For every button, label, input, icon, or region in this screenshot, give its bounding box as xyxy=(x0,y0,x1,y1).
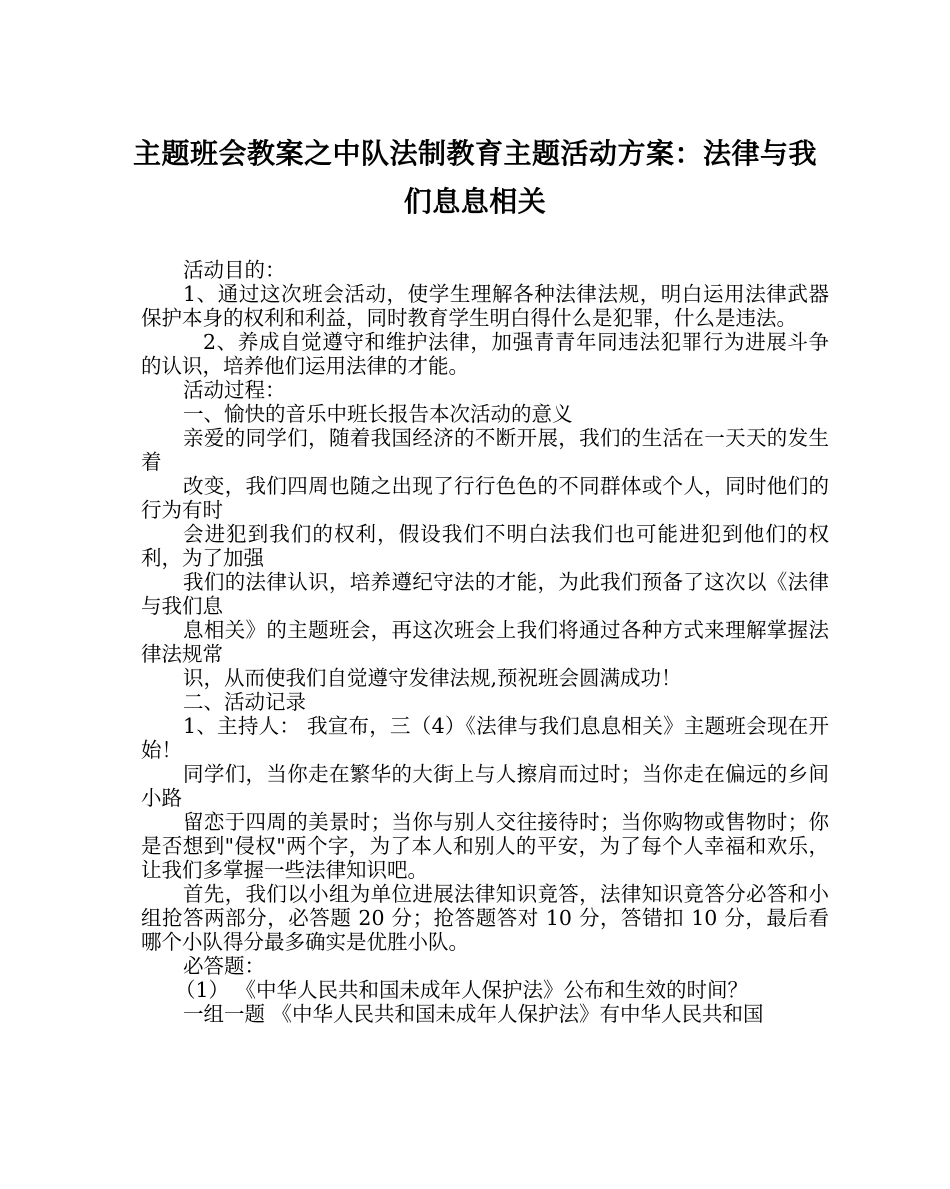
paragraph: 改变，我们四周也随之出现了行行色色的不同群体或个人，同时他们的行为有时 xyxy=(141,474,829,522)
paragraph: 1、通过这次班会活动，使学生理解各种法律法规，明白运用法律武器保护本身的权利和利益，同时教育学生明白得什么是犯罪，什么是违法。 xyxy=(141,282,829,330)
paragraph: 留恋于四周的美景时；当你与别人交往接待时；当你购物或售物时；你是否想到"侵权"两个字，为了本人和别人的平安，为了每个人幸福和欢乐，让我们多掌握一些法律知识吧。 xyxy=(141,810,829,882)
paragraph: 一组一题 《中华人民共和国未成年人保护法》有中华人民共和国 xyxy=(183,1002,764,1026)
paragraph: 息相关》的主题班会，再这次班会上我们将通过各种方式来理解掌握法律法规常 xyxy=(141,618,829,666)
paragraph: 1、主持人： 我宣布，三（4）《法律与我们息息相关》主题班会现在开始！ xyxy=(141,714,829,762)
paragraph: 首先，我们以小组为单位进展法律知识竟答，法律知识竟答分必答和小组抢答两部分，必答题 20 分；抢答题答对 10 分，答错扣 10 分，最后看哪个小队得分最多确实是优胜小队。 xyxy=(141,882,829,954)
document-title: 主题班会教案之中队法制教育主题活动方案：法律与我们息息相关 xyxy=(132,137,817,218)
paragraph: 二、活动记录 xyxy=(183,690,306,714)
paragraph: 会进犯到我们的权利，假设我们不明白法我们也可能进犯到他们的权利，为了加强 xyxy=(141,522,829,570)
paragraph: （1） 《中华人民共和国未成年人保护法》公布和生效的时间？ xyxy=(175,978,749,1002)
document-body xyxy=(141,258,829,1026)
paragraph: 识，从而使我们自觉遵守发律法规,预祝班会圆满成功！ xyxy=(183,666,682,690)
paragraph: 我们的法律认识，培养遵纪守法的才能，为此我们预备了这次以《法律与我们息 xyxy=(141,570,829,618)
paragraph: 2、养成自觉遵守和维护法律，加强青青年同违法犯罪行为进展斗争的认识，培养他们运用法律的才能。 xyxy=(141,330,829,378)
paragraph: 亲爱的同学们，随着我国经济的不断开展，我们的生活在一天天的发生着 xyxy=(141,426,829,474)
paragraph: 活动目的： xyxy=(183,258,286,282)
paragraph: 活动过程： xyxy=(183,378,286,402)
paragraph: 同学们，当你走在繁华的大街上与人擦肩而过时；当你走在偏远的乡间小路 xyxy=(141,762,829,810)
paragraph: 必答题： xyxy=(183,954,265,978)
paragraph: 一、愉快的音乐中班长报告本次活动的意义 xyxy=(183,402,573,426)
